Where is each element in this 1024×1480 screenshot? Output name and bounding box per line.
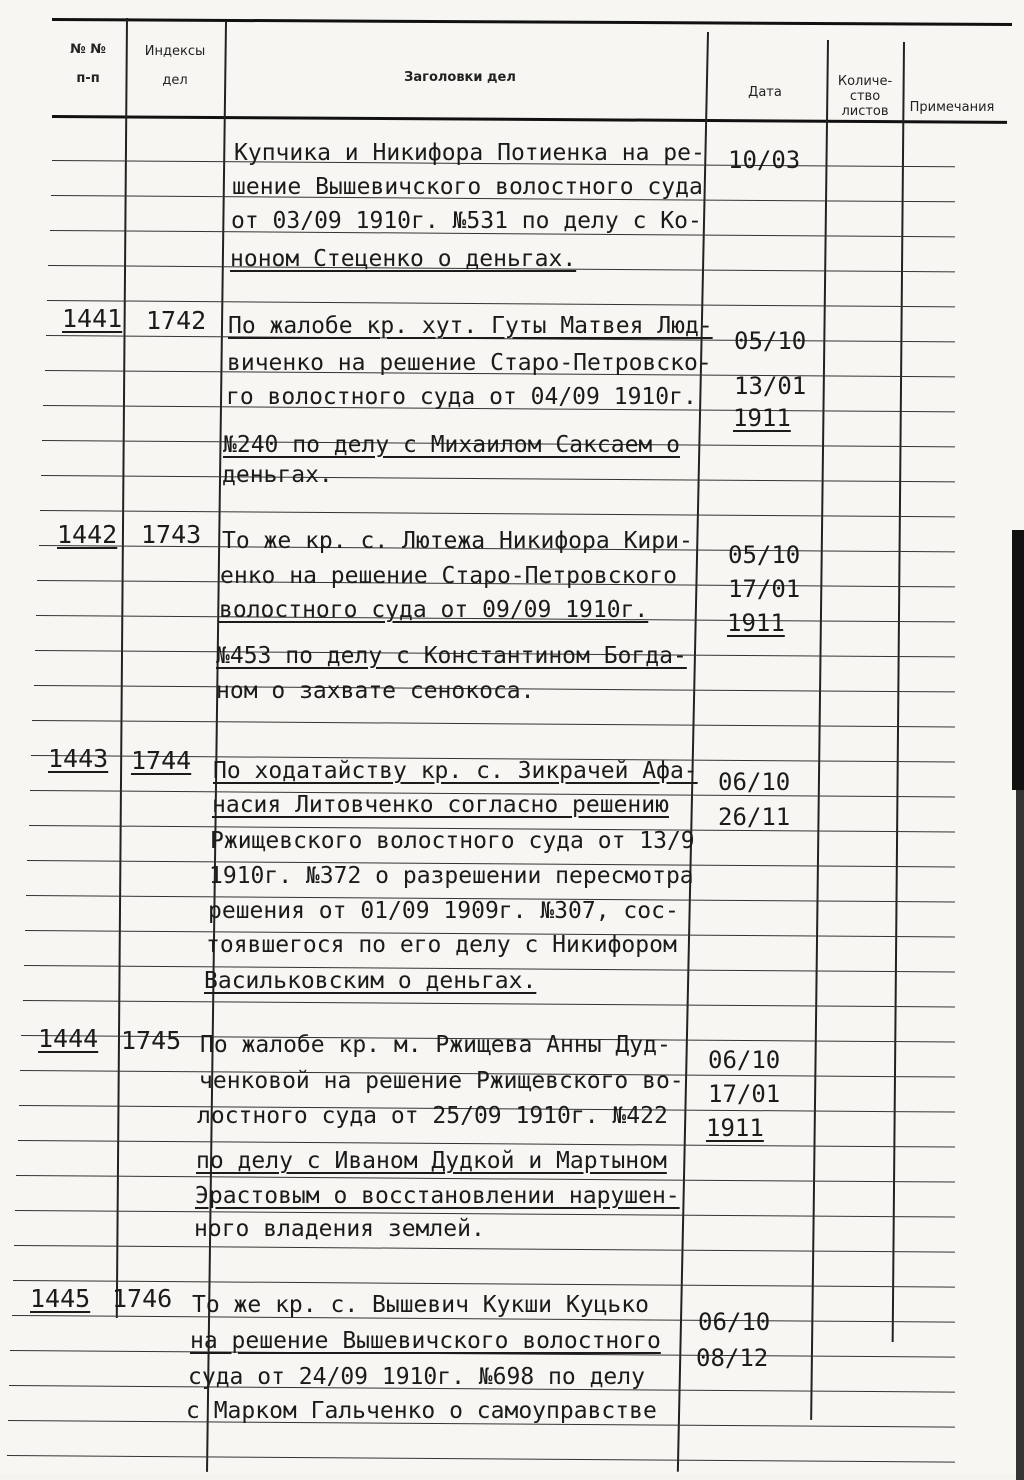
entry-title-line: виченко на решение Старо-Петровско- [227, 350, 712, 376]
entry-index: 1745 [121, 1026, 182, 1055]
entry-number: 1444 [38, 1024, 99, 1053]
entry-title-line: на решение Вышевичского волостного [190, 1328, 661, 1354]
entry-index: 1746 [112, 1284, 173, 1313]
col-divider-3 [677, 32, 709, 1472]
entry-title-line: решения от 01/09 1909г. №307, сос- [208, 898, 679, 924]
entry-title-line: деньгах. [222, 462, 333, 488]
continuation-line: ноном Стеценко о деньгах. [230, 246, 577, 272]
entry-date: 06/10 [698, 1308, 771, 1336]
entry-title-line: То же кр. с. Лютежа Никифора Кири- [222, 528, 693, 554]
entry-title-line: по делу с Иваном Дудкой и Мартыном [196, 1148, 667, 1174]
entry-date: 06/10 [718, 768, 791, 796]
header-num: № № п-п [70, 42, 106, 86]
entry-title-line: Васильковским о деньгах. [204, 968, 537, 994]
entry-index: 1742 [146, 306, 207, 335]
entry-date: 17/01 [708, 1080, 781, 1108]
entry-title-line: лостного суда от 25/09 1910г. №422 [197, 1103, 668, 1129]
entry-date: 26/11 [718, 803, 791, 831]
col-divider-2 [206, 22, 227, 1472]
entry-title-line: По жалобе кр. хут. Гуты Матвея Люд- [228, 313, 713, 339]
entry-title-line: По жалобе кр. м. Ржищева Анны Дуд- [200, 1032, 671, 1058]
page-edge-shadow [1012, 530, 1024, 790]
entry-title-line: ном о захвате сенокоса. [216, 678, 535, 704]
entry-date: 08/12 [696, 1344, 769, 1372]
entry-date: 1911 [733, 404, 791, 432]
header-date: Дата [748, 85, 782, 100]
entry-number: 1443 [48, 744, 109, 773]
entry-date: 1911 [727, 609, 785, 637]
continuation-line: от 03/09 1910г. №531 по делу с Ко- [231, 208, 702, 234]
continuation-line: Купчика и Никифора Потиенка на ре- [234, 140, 705, 166]
entry-date: 1911 [706, 1114, 764, 1142]
entry-date: 05/10 [734, 327, 807, 355]
entry-title-line: суда от 24/09 1910г. №698 по делу [188, 1364, 645, 1390]
entry-title-line: енко на решение Старо-Петровского [220, 563, 677, 589]
entry-title-line: го волостного суда от 04/09 1910г. [226, 384, 697, 410]
entry-title-line: №453 по делу с Константином Богда- [216, 643, 687, 669]
entry-title-line: То же кр. с. Вышевич Кукши Куцько [192, 1292, 649, 1318]
entry-index: 1744 [131, 746, 192, 775]
entry-title-line: ченковой на решение Ржищевского во- [199, 1068, 684, 1094]
entry-title-line: Эрастовым о восстановлении нарушен- [195, 1183, 680, 1209]
entry-index: 1743 [141, 520, 202, 549]
entry-title-line: №240 по делу с Михаилом Саксаем о [223, 432, 680, 458]
entry-number: 1445 [30, 1284, 91, 1313]
entry-title-line: Ржищевского волостного суда от 13/9 [210, 828, 695, 854]
continuation-line: шение Вышевичского волостного суда [232, 174, 703, 200]
entry-number: 1442 [57, 520, 118, 549]
entry-title-line: насия Литовченко согласно решению [212, 792, 669, 818]
col-divider-4 [810, 40, 829, 1420]
entry-title-line: ного владения землей. [194, 1216, 485, 1242]
ruled-line [41, 475, 955, 482]
header-count: Количе- ство листов [837, 74, 893, 119]
header-notes: Примечания [909, 100, 995, 115]
entry-title-line: По ходатайству кр. с. Зикрачей Афа- [213, 758, 698, 784]
col-divider-1 [116, 18, 128, 1318]
ruled-line [7, 1455, 955, 1463]
table-top-border [52, 18, 1012, 26]
entry-date: 13/01 [734, 372, 807, 400]
entry-number: 1441 [62, 304, 123, 333]
header-title: Заголовки дел [404, 70, 516, 85]
entry-title-line: с Марком Гальченко о самоуправстве [186, 1398, 657, 1424]
entry-title-line: волостного суда от 09/09 1910г. [219, 597, 649, 623]
continuation-date: 10/03 [728, 146, 801, 174]
ruled-line [32, 720, 955, 727]
entry-date: 05/10 [728, 541, 801, 569]
entry-date: 17/01 [728, 575, 801, 603]
entry-title-line: 1910г. №372 о разрешении пересмотра [209, 863, 694, 889]
header-index: Индексы дел [144, 44, 206, 88]
page-edge-shadow [1016, 790, 1024, 1480]
entry-date: 06/10 [708, 1046, 781, 1074]
entry-title-line: тоявшегося по его делу с Никифором [206, 932, 677, 958]
ruled-line [40, 510, 955, 517]
